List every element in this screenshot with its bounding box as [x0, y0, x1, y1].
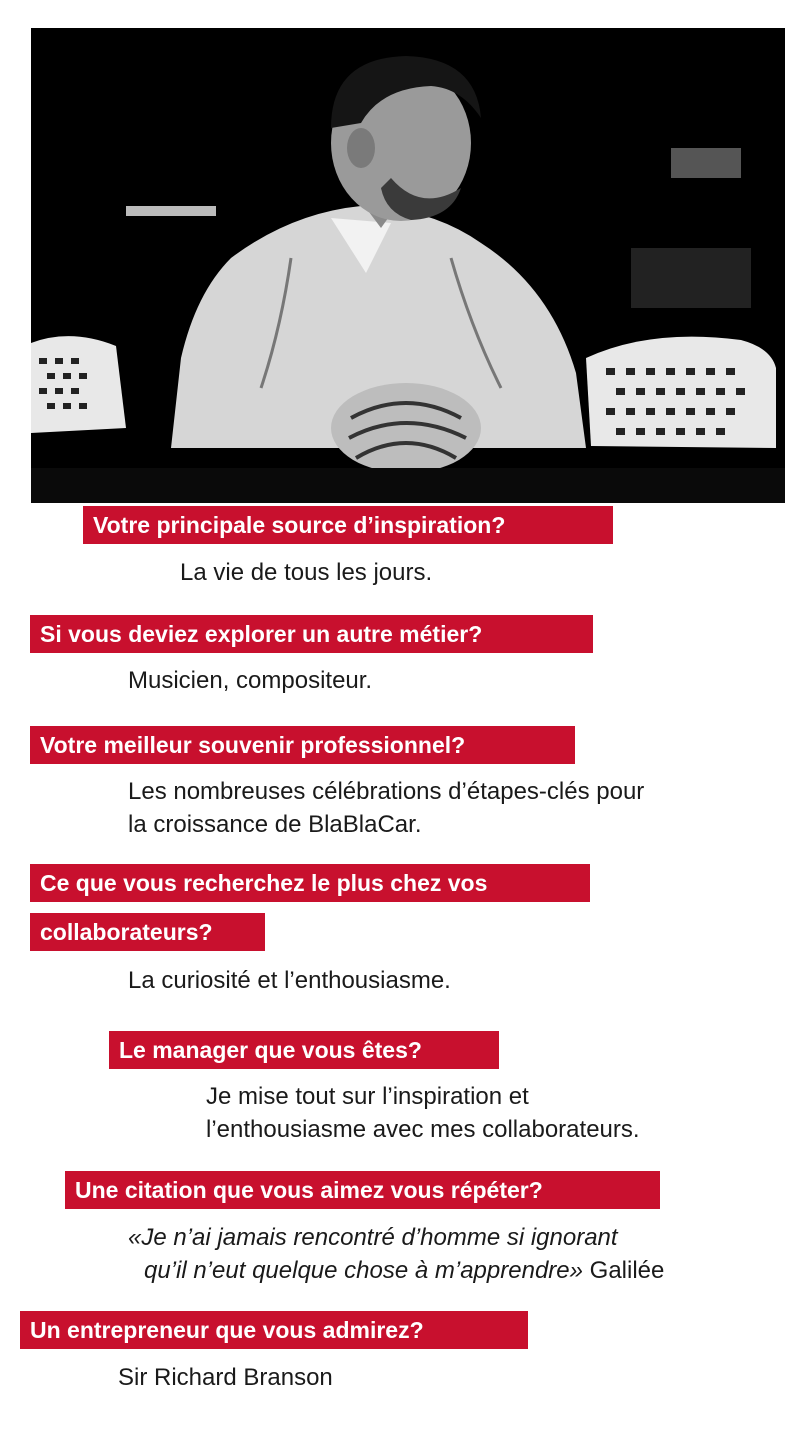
question-collaborators-line2: collaborateurs? — [30, 913, 265, 951]
question-entrepreneur: Un entrepreneur que vous admirez? — [20, 1311, 528, 1349]
answer-line: Musicien, compositeur. — [128, 667, 373, 694]
question-collaborators-line1: Ce que vous recherchez le plus chez vos — [30, 864, 590, 902]
question-manager: Le manager que vous êtes? — [109, 1031, 499, 1069]
quote-line: qu’il n’eut quelque chose à m’apprendre» — [144, 1257, 583, 1284]
answer-quote — [128, 1221, 664, 1287]
question-other-job: Si vous deviez explorer un autre métier? — [30, 615, 593, 653]
answer-best-memory — [128, 775, 644, 841]
answer-line: Sir Richard Branson — [118, 1364, 333, 1391]
answer-line: La vie de tous les jours. — [180, 559, 433, 586]
quote-line: «Je n’ai jamais rencontré d’homme si ignorant — [128, 1224, 618, 1251]
question-best-memory: Votre meilleur souvenir professionnel? — [30, 726, 575, 764]
quote-author: Galilée — [589, 1257, 665, 1284]
portrait-photo — [31, 28, 785, 503]
quote-line-with-author — [128, 1254, 664, 1287]
answer-line: La curiosité et l’enthousiasme. — [128, 967, 451, 994]
portrait-illustration — [31, 28, 785, 503]
answer-inspiration — [180, 556, 432, 589]
answer-line: la croissance de BlaBlaCar. — [128, 811, 422, 838]
answer-collaborators — [128, 964, 451, 997]
question-quote: Une citation que vous aimez vous répéter? — [65, 1171, 660, 1209]
answer-line: Les nombreuses célébrations d’étapes-clés pour — [128, 778, 645, 805]
answer-entrepreneur — [118, 1361, 333, 1394]
answer-line: Je mise tout sur l’inspiration et — [206, 1083, 529, 1110]
answer-manager — [206, 1080, 640, 1146]
question-inspiration: Votre principale source d’inspiration? — [83, 506, 613, 544]
answer-other-job — [128, 664, 372, 697]
answer-line: l’enthousiasme avec mes collaborateurs. — [206, 1116, 640, 1143]
